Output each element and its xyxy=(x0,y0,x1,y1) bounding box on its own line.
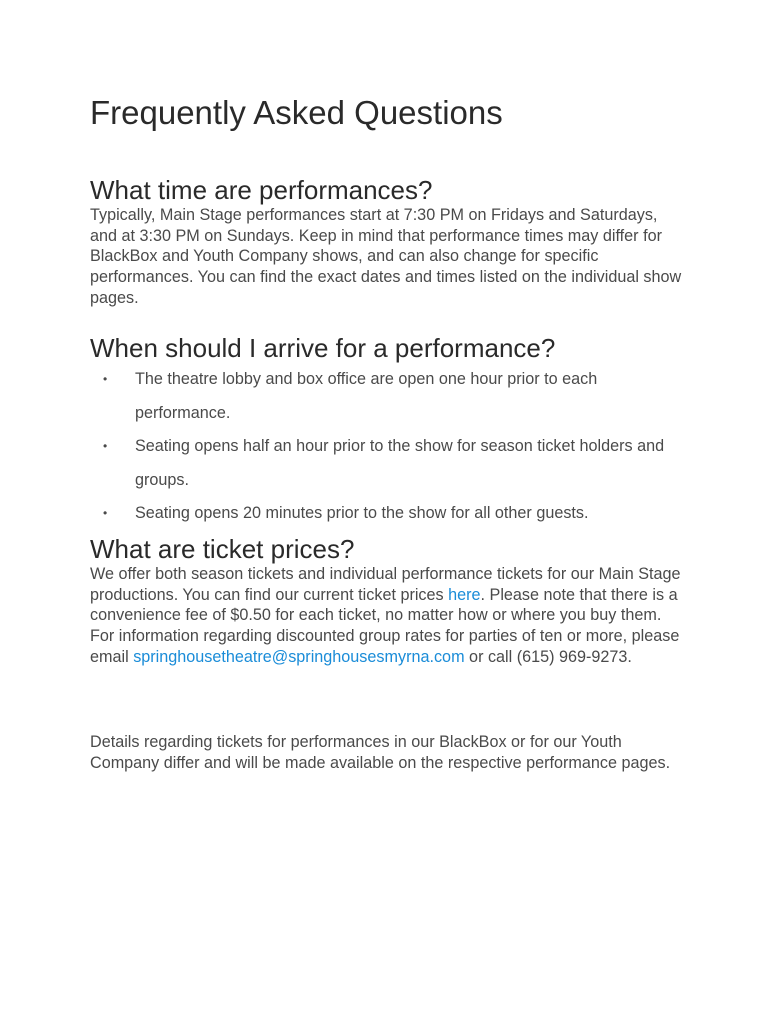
section-body-details: Details regarding tickets for performances in our BlackBox or for our Youth Company differ and will be made available on the respective performance pages. xyxy=(90,733,671,772)
list-item-text: The theatre lobby and box office are open one hour prior to each performance. xyxy=(135,370,598,422)
prices-text-part4: or call (615) 969-9273. xyxy=(464,647,632,666)
list-item xyxy=(90,430,690,497)
arrival-bullet-list xyxy=(90,363,690,531)
list-item-text: Seating opens half an hour prior to the show for season ticket holders and groups. xyxy=(135,437,665,489)
bullet-icon: • xyxy=(103,439,108,453)
prices-text-part1: We offer both season tickets and individual performance tickets for our Main Stage productions. You can find our current ticket prices xyxy=(90,565,681,604)
prices-text-part3: email xyxy=(90,647,134,666)
list-item xyxy=(90,363,690,430)
page-title: Frequently Asked Questions xyxy=(90,94,503,131)
faq-section-times xyxy=(90,175,682,309)
section-body-prices xyxy=(90,564,682,668)
prices-text-part2: . Please note that there is a convenience fee of $0.50 for each ticket, no matter how or where you buy them. For information regarding discounted group rates for parties of ten or more, please xyxy=(90,585,680,646)
section-heading-times: What time are performances? xyxy=(90,175,433,205)
email-link[interactable]: springhousetheatre@springhousesmyrna.com xyxy=(133,647,465,666)
list-item-text: Seating opens 20 minutes prior to the show for all other guests. xyxy=(135,504,589,522)
section-body-times: Typically, Main Stage performances start at 7:30 PM on Fridays and Saturdays, and at 3:30 PM on Sundays. Keep in mind that performance times may differ for BlackBox and Youth Company shows, and can also change for specific performances. You can find the exact dates and times listed on the individual show pages. xyxy=(90,206,682,307)
section-heading-arrival: When should I arrive for a performance? xyxy=(90,333,556,363)
faq-section-arrival xyxy=(90,333,690,531)
bullet-icon: • xyxy=(103,372,108,386)
faq-section-prices xyxy=(90,534,682,668)
section-heading-prices: What are ticket prices? xyxy=(90,534,355,564)
list-item xyxy=(90,497,690,531)
ticket-prices-link[interactable]: here xyxy=(448,585,481,604)
bullet-icon: • xyxy=(103,506,108,520)
